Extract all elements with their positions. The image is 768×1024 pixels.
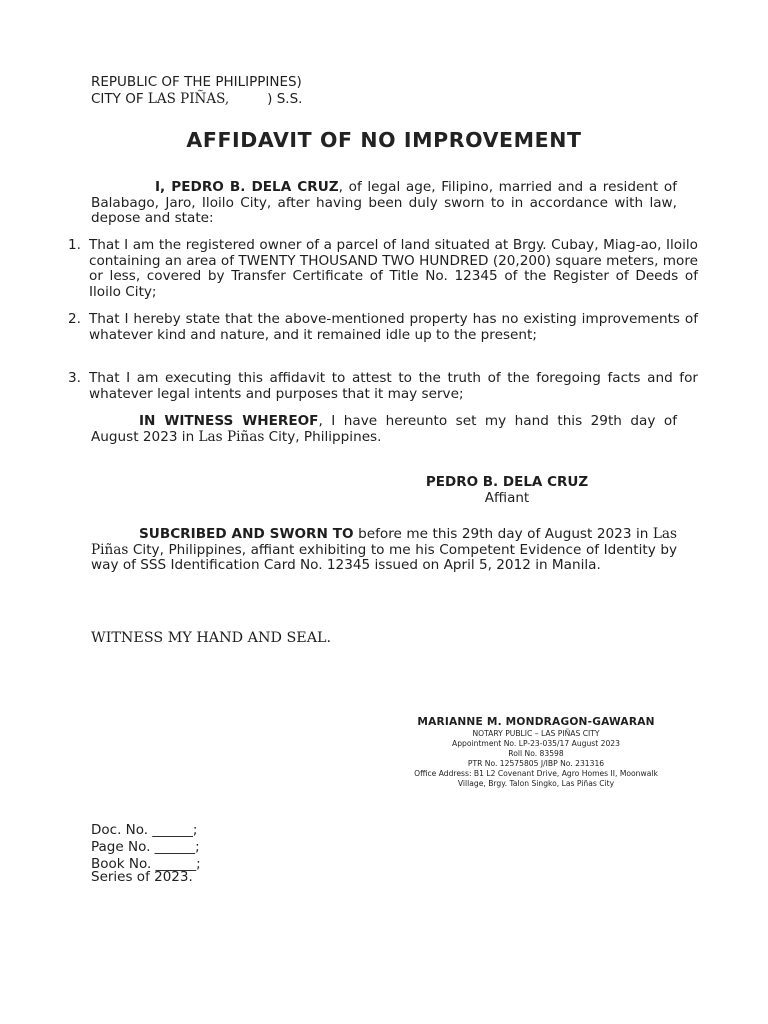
list-item	[68, 238, 698, 300]
list-item	[68, 371, 698, 402]
list-item-number: 1.	[68, 237, 81, 253]
list-item-number: 3.	[68, 370, 81, 386]
notary-address-line1: Office Address: B1 L2 Covenant Drive, Agro Homes II, Moonwalk	[414, 769, 658, 778]
witness-whereof-paragraph	[91, 414, 677, 445]
notarial-registry	[91, 822, 201, 886]
venue-ss: ) S.S.	[267, 91, 303, 107]
witness-whereof-text1: , I have hereunto set my hand this 29th day of August 2023 in	[91, 413, 677, 445]
venue-city	[91, 91, 302, 107]
notary-address-line2: Village, Brgy. Talon Singko, Las Piñas City	[457, 779, 615, 788]
affiant-name-intro: I, PEDRO B. DELA CRUZ	[155, 179, 339, 195]
list-item-number: 2.	[68, 311, 81, 327]
document-title: AFFIDAVIT OF NO IMPROVEMENT	[186, 128, 582, 152]
series-year: Series of 2023.	[91, 869, 193, 885]
notary-appointment: Appointment No. LP-23-035/17 August 2023	[452, 739, 620, 748]
venue-republic: REPUBLIC OF THE PHILIPPINES)	[91, 74, 302, 90]
venue-city-prefix: CITY OF	[91, 91, 148, 107]
witness-whereof-text2: City, Philippines.	[264, 428, 382, 445]
jurat-text1: before me this 29th day of August 2023 in	[353, 526, 653, 542]
list-item-text: That I am the registered owner of a parcel of land situated at Brgy. Cubay, Miag-ao, Iloilo containing an area of TWENTY THOUSAND TWO HUNDRED (20,200) square meters, more or less, covered by Transfer Certificate of Title No. 12345 of the Register of Deeds of Iloilo City;	[89, 237, 698, 300]
intro-paragraph	[91, 180, 677, 227]
witness-hand-and-seal: WITNESS MY HAND AND SEAL.	[91, 630, 332, 646]
notary-commission: NOTARY PUBLIC – LAS PIÑAS CITY	[472, 729, 600, 738]
notary-name: MARIANNE M. MONDRAGON-GAWARAN	[417, 716, 655, 728]
notary-roll: Roll No. 83598	[508, 749, 564, 758]
notary-block	[400, 715, 672, 789]
notary-ptr-ibp: PTR No. 12575805 J/IBP No. 231316	[467, 759, 605, 768]
witness-whereof-city: Las Piñas	[198, 428, 265, 445]
witness-whereof-lead: IN WITNESS WHEREOF	[139, 413, 319, 429]
book-number: Book No. ______;	[91, 856, 201, 872]
list-item-text: That I am executing this affidavit to attest to the truth of the foregoing facts and for whatever legal intents and purposes that it may serve;	[89, 370, 698, 402]
jurat-paragraph	[91, 527, 677, 574]
doc-number: Doc. No. ______;	[91, 822, 198, 838]
affiant-role: Affiant	[484, 489, 530, 506]
jurat-city: Las Piñas	[91, 526, 678, 558]
page-number: Page No. ______;	[91, 839, 200, 855]
list-item	[68, 312, 698, 343]
affiant-signature-block	[407, 475, 607, 506]
jurat-lead: SUBCRIBED AND SWORN TO	[139, 526, 354, 542]
venue-city-name: LAS PIÑAS,	[147, 91, 230, 107]
list-item-text: That I hereby state that the above-mentioned property has no existing improvements of whatever kind and nature, and it remained idle up to the present;	[89, 311, 698, 343]
jurat-text2: City, Philippines, affiant exhibiting to me his Competent Evidence of Identity by way of SSS Identification Card No. 12345 issued on April 5, 2012 in Manila.	[91, 541, 677, 574]
affiant-name: PEDRO B. DELA CRUZ	[425, 474, 589, 490]
intro-text: , of legal age, Filipino, married and a resident of Balabago, Jaro, Iloilo City, after having been duly sworn to in accordance with law, depose and state:	[91, 179, 678, 227]
